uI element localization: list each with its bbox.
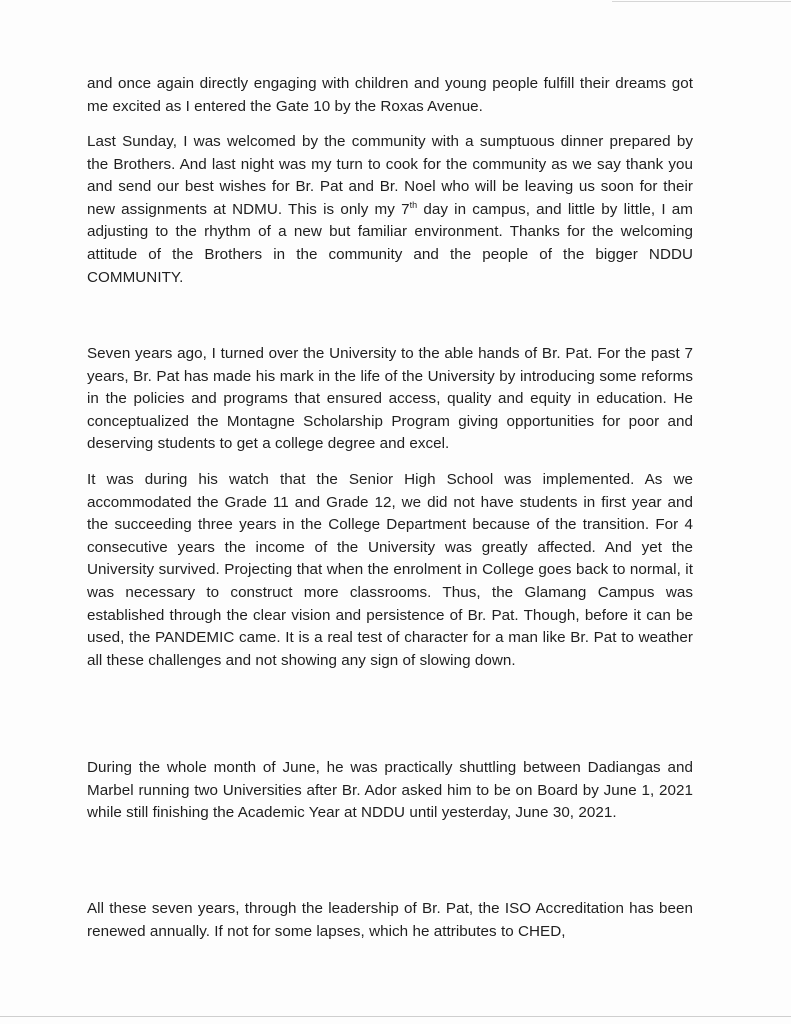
paragraph-gate-entry: and once again directly engaging with children and young people fulfill their dreams got me excited as I entered the Gate 10 by the Roxas Avenue. — [87, 75, 693, 115]
paragraph-seven-years-ago: Seven years ago, I turned over the University to the able hands of Br. Pat. For the past 7 years, Br. Pat has made his mark in the life of the University by introducing some reforms in the policies and programs that ensured access, quality and equity in education. He conceptualized the Montagne Scholarship Program giving opportunities for poor and deserving students to get a college degree and excel. — [87, 345, 693, 453]
paragraph-month-of-june: During the whole month of June, he was practically shuttling between Dadiangas and Marbel running two Universities after Br. Ador asked him to be on Board by June 1, 2021 while still finishing the Academic Year at NDDU until yesterday, June 30, 2021. — [87, 759, 693, 822]
paragraph-senior-high-school: It was during his watch that the Senior High School was implemented. As we accommodated the Grade 11 and Grade 12, we did not have students in first year and the succeeding three years in the College Department because of the transition. For 4 consecutive years the income of the University was greatly affected. And yet the University survived. Projecting that when the enrolment in College goes back to normal, it was necessary to construct more classrooms. Thus, the Glamang Campus was established through the clear vision and persistence of Br. Pat. Though, before it can be used, the PANDEMIC came. It is a real test of character for a man like Br. Pat to weather all these challenges and not showing any sign of slowing down. — [87, 471, 693, 669]
scan-artifact-top — [612, 1, 791, 2]
scan-bottom-edge — [0, 1016, 791, 1017]
ordinal-superscript: th — [409, 199, 418, 210]
paragraph-welcome-dinner-text-before: Last Sunday, I was welcomed by the community with a sumptuous dinner prepared by the Brothers. And last night was my turn to cook for the community as we say thank you and send our best wishes for Br. Pat and Br. Noel who will be leaving us soon for their new assignments at NDMU. This is only my 7 — [87, 133, 693, 218]
paragraph-iso-accreditation: All these seven years, through the leadership of Br. Pat, the ISO Accreditation has been renewed annually. If not for some lapses, which he attributes to CHED, — [87, 900, 693, 940]
paragraph-welcome-dinner-text-after: day in campus, and little by little, I am adjusting to the rhythm of a new but familiar environment. Thanks for the welcoming attitude of the Brothers in the community and the people of the bigger NDDU COMMUNITY. — [87, 200, 693, 286]
paragraph-welcome-dinner — [87, 131, 693, 289]
